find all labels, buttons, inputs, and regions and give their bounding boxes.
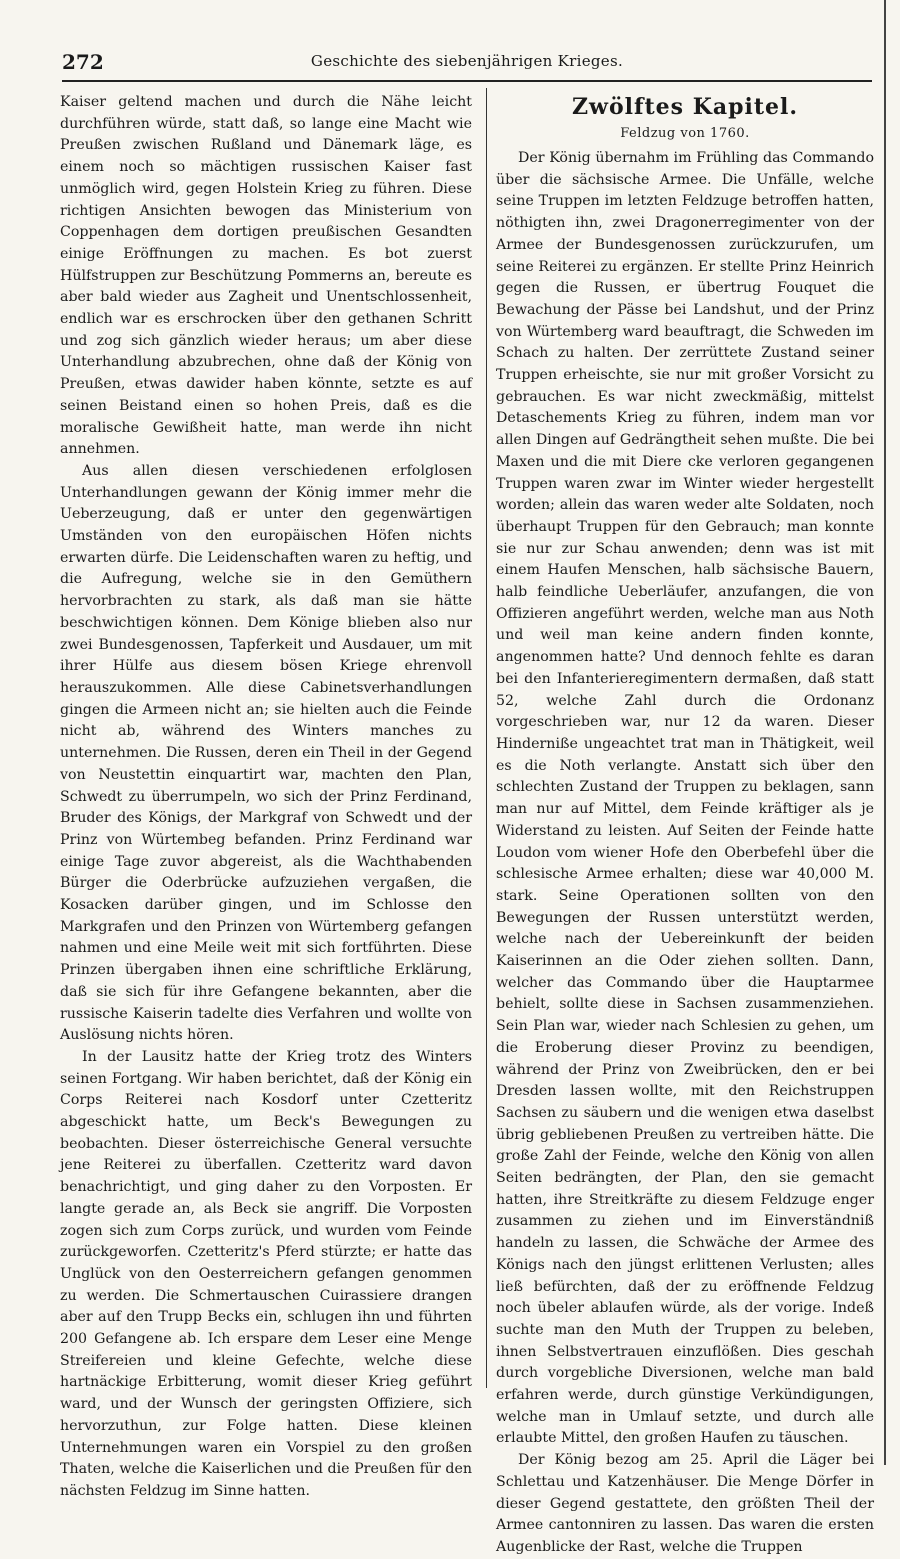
left-column bbox=[60, 92, 472, 1503]
chapter-title: Zwölftes Kapitel. bbox=[572, 94, 798, 120]
right-column bbox=[496, 92, 874, 1559]
paragraph: Der König bezog am 25. April die Läger bei Schlettau und Katzenhäuser. Die Menge Dörfer in dieser Gegend gestattete, den größten Theil der Armee cantonniren zu lassen. Das waren die ersten Augenblicke der Rast, welche die Truppen bbox=[496, 1452, 874, 1555]
page-header bbox=[62, 48, 872, 78]
paragraph: Aus allen diesen verschiedenen erfolglosen Unterhandlungen gewann der König immer mehr die Ueberzeugung, daß er unter den gegenwärtigen Umständen von den europäischen Höfen nichts erwarten dürfe. Die Leidenschaften waren zu heftig, und die Aufregung, welche sie in den Gemüthern hervorbrachten zu stark, als daß man sie hätte beschwichtigen können. Dem Könige blieben also nur zwei Bundesgenossen, Tapferkeit und Ausdauer, um mit ihrer Hülfe aus diesem bösen Kriege ehrenvoll herauszukommen. Alle diese Cabinetsverhandlungen gingen die Armeen nicht an; sie hielten auch die Feinde nicht ab, während des Winters manches zu unternehmen. Die Russen, deren ein Theil in der Gegend von Neustettin einquartirt war, machten den Plan, Schwedt zu überrumpeln, wo sich der Prinz Ferdinand, Bruder des Königs, der Markgraf von Schwedt und der Prinz von Würtembeg befanden. Prinz Ferdinand war einige Tage zuvor abgereist, als die Wachthabenden Bürger die Oderbrücke aufzuziehen vergaßen, die Kosacken darüber gingen, und im Schlosse den Markgrafen und den Prinzen von Würtemberg gefangen nahmen und eine Meile weit mit sich fortführten. Diese Prinzen übergaben ihnen eine schriftliche Erklärung, daß sie sich für ihre Gefangene bekannten, aber die russische Kaiserin tadelte dies Verfahren und wollte von Auslösung nichts hören. bbox=[60, 462, 472, 1044]
chapter-subtitle: Feldzug von 1760. bbox=[620, 126, 750, 141]
paragraph: Kaiser geltend machen und durch die Nähe leicht durchführen würde, statt daß, so lange eine Macht wie Preußen zwischen Rußland und Dänemark läge, es einem noch so mächtigen russischen Kaiser fast unmöglich wird, gegen Holstein Krieg zu führen. Diese richtigen Ansichten bewogen das Ministerium von Coppenhagen dem dortigen preußischen Gesandten einige Eröffnungen zu machen. Es bot zuerst Hülfstruppen zur Beschützung Pommerns an, bereute es aber bald wieder aus Zagheit und Unentschlossenheit, endlich war es erschrocken über den gethanen Schritt und zog sich gänzlich wieder heraus; um aber diese Unterhandlung abzubrechen, ohne daß der König von Preußen, etwas dawider haben könnte, setzte es auf seinen Beistand einen so hohen Preis, daß es die moralische Gewißheit hatte, man werde ihn nicht annehmen. bbox=[60, 94, 472, 458]
paragraph: In der Lausitz hatte der Krieg trotz des Winters seinen Fortgang. Wir haben berichtet, daß der König ein Corps Reiterei nach Kosdorf unter Czetteritz abgeschickt hatte, um Beck's Bewegungen zu beobachten. Dieser österreichische General versuchte jene Reiterei zu überfallen. Czetteritz ward davon benachrichtigt, und ging daher zu den Vorposten. Er langte gerade an, als Beck sie angriff. Die Vorposten zogen sich zum Corps zurück, und wurden vom Feinde zurückgeworfen. Czetteritz's Pferd stürzte; er hatte das Unglück von den Oesterreichern gefangen genommen zu werden. Die Schmertauschen Cuirassiere drangen aber auf den Trupp Becks ein, schlugen ihn und führten 200 Gefangene ab. Ich erspare dem Leser eine Menge Streifereien und kleine Gefechte, welche diese hartnäckige Erbitterung, womit dieser Krieg geführt ward, und der Wunsch der geringsten Offiziere, sich hervorzuthun, zur Folge hatten. Diese kleinen Unternehmungen waren ein Vorspiel zu den großen Thaten, welche die Kaiserlichen und die Preußen für den nächsten Feldzug im Sinne hatten. bbox=[60, 1048, 472, 1499]
running-head: Geschichte des siebenjährigen Krieges. bbox=[310, 52, 624, 70]
header-rule bbox=[62, 80, 872, 82]
page-edge-line bbox=[884, 0, 886, 1465]
column-divider bbox=[486, 88, 487, 1388]
paragraph: Der König übernahm im Frühling das Commando über die sächsische Armee. Die Unfälle, welche seine Truppen im letzten Feldzuge betroffen hatten, nöthigten ihn, zwei Dragonerregimenter von der Armee der Bundesgenossen zurückzurufen, um seine Reiterei zu ergänzen. Er stellte Prinz Heinrich gegen die Russen, er übertrug Fouquet die Bewachung der Pässe bei Landshut, und der Prinz von Würtemberg ward beauftragt, die Schweden im Schach zu halten. Der zerrüttete Zustand seiner Truppen erheischte, sie nur mit großer Vorsicht zu gebrauchen. Es war nicht zweckmäßig, mittelst Detaschements Krieg zu führen, indem man vor allen Dingen auf Gedrängtheit sehen mußte. Die bei Maxen und die mit Diere cke verloren gegangenen Truppen waren zwar im Winter wieder hergestellt worden; allein das waren weder alte Soldaten, noch überhaupt Truppen für den Gebrauch; man konnte sie nur zur Schau anwenden; denn was ist mit einem Haufen Menschen, halb sächsische Bauern, halb feindliche Ueberläufer, anzufangen, die von Offizieren angeführt werden, welche man aus Noth und weil man keine andern finden konnte, angenommen hatte? Und dennoch fehlte es daran bei den Infanterieregimentern dermaßen, daß statt 52, welche Zahl durch die Ordonanz vorgeschrieben war, nur 12 da waren. Dieser Hinderniße ungeachtet trat man in Thätigkeit, weil es die Noth verlangte. Anstatt sich über den schlechten Zustand der Truppen zu beklagen, sann man nur auf Mittel, dem Feinde kräftiger als je Widerstand zu leisten. Auf Seiten der Feinde hatte Loudon vom wiener Hofe den Oberbefehl über die schlesische Armee erhalten; diese war 40,000 M. stark. Seine Operationen sollten von den Bewegungen der Russen unterstützt werden, welche nach der Uebereinkunft der beiden Kaiserinnen an die Oder ziehen sollten. Dann, welcher das Commando über die Hauptarmee behielt, sollte diese in Sachsen zusammenziehen. Sein Plan war, wieder nach Schlesien zu gehen, um die Eroberung dieser Provinz zu beendigen, während der Prinz von Zweibrücken, den er bei Dresden lassen wollte, mit den Reichstruppen Sachsen zu säubern und die wenigen etwa daselbst übrig gebliebenen Preußen zu vertreiben hätte. Die große Zahl der Feinde, welche den König von allen Seiten bedrängten, der Plan, den sie gemacht hatten, ihre Streitkräfte zu diesem Feldzuge enger zusammen zu ziehen und im Einverständniß handeln zu lassen, die Schwäche der Armee des Königs nach den jüngst erlittenen Verlusten; alles ließ befürchten, daß der zu eröffnende Feldzug noch übeler ablaufen würde, als der vorige. Indeß suchte man den Muth der Truppen zu beleben, ihnen Selbstvertrauen einzuflößen. Dies geschah durch vorgebliche Diversionen, welche man bald erfahren werde, durch günstige Verkündigungen, welche man in Umlauf setzte, und durch alle erlaubte Mittel, den großen Haufen zu täuschen. bbox=[496, 150, 874, 1447]
page-number: 272 bbox=[62, 50, 104, 74]
